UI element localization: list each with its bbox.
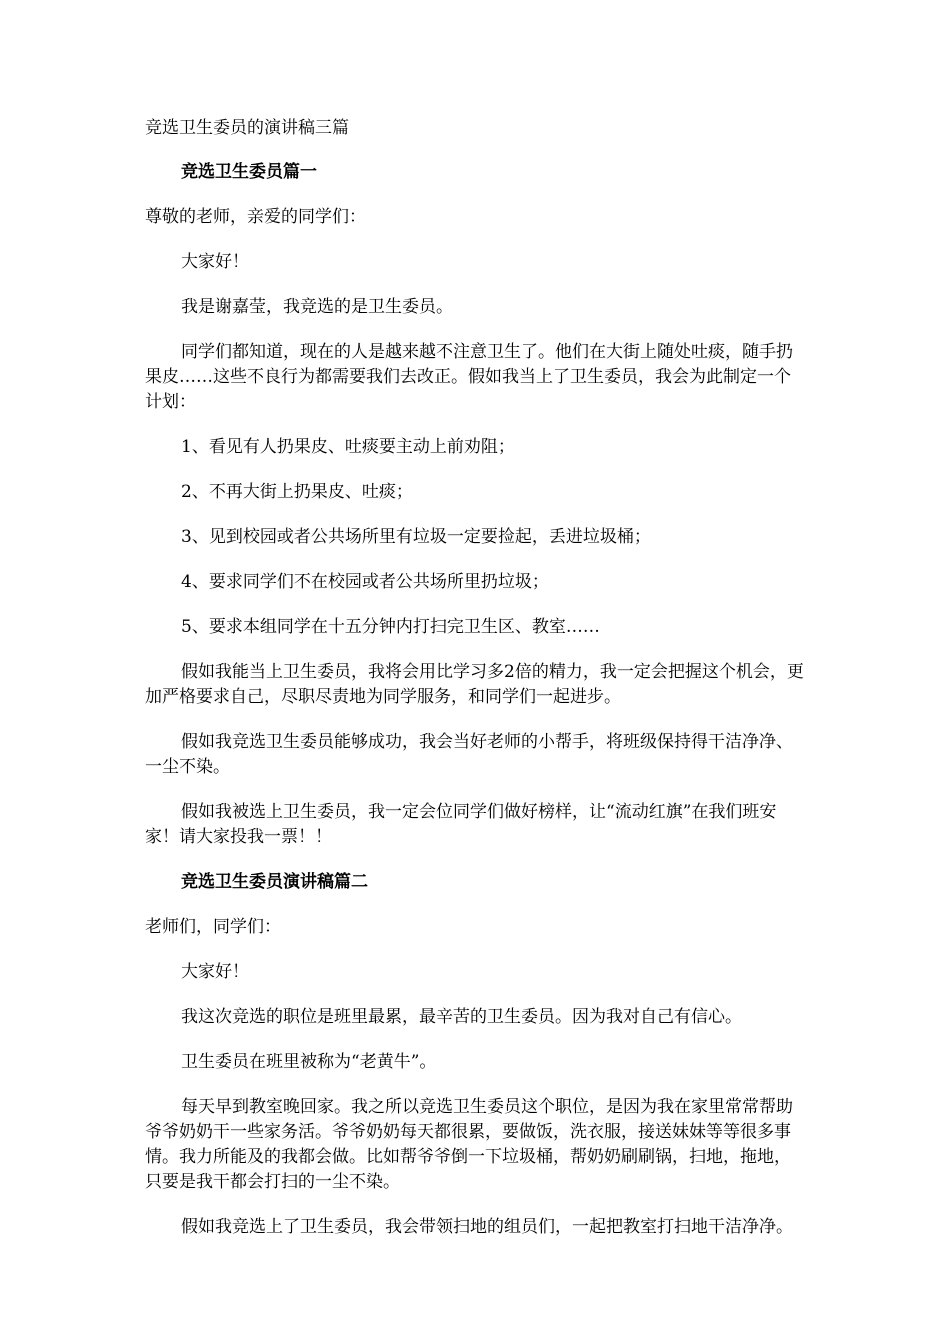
section1-paragraph: 假如我竞选卫生委员能够成功，我会当好老师的小帮手，将班级保持得干洁净净、一尘不染。 [145, 732, 793, 777]
plan-item: 3、见到校园或者公共场所里有垃圾一定要捡起，丢进垃圾桶； [181, 527, 651, 547]
section2-paragraph: 我这次竞选的职位是班里最累，最辛苦的卫生委员。因为我对自己有信心。 [181, 1007, 742, 1027]
section1-salutation: 尊敬的老师，亲爱的同学们： [145, 207, 366, 227]
document-body [145, 116, 807, 1260]
section2-paragraph: 卫生委员在班里被称为“老黄牛”。 [181, 1052, 437, 1072]
plan-item: 2、不再大街上扔果皮、吐痰； [181, 482, 413, 502]
plan-item: 5、要求本组同学在十五分钟内打扫完卫生区、教室…… [181, 617, 600, 637]
section2-paragraph: 每天早到教室晚回家。我之所以竞选卫生委员这个职位，是因为我在家里常常帮助爷爷奶奶干一些家务活。爷爷奶奶每天都很累，要做饭，洗衣服，接送妹妹等等很多事情。我力所能及的我都会做。比如帮爷爷倒一下垃圾桶，帮奶奶刷刷锅，扫地，拖地，只要是我干都会打扫的一尘不染。 [145, 1097, 793, 1192]
section1-paragraph: 同学们都知道，现在的人是越来越不注意卫生了。他们在大街上随处吐痰，随手扔果皮……这些不良行为都需要我们去改正。假如我当上了卫生委员，我会为此制定一个计划： [145, 342, 793, 412]
section2-salutation: 老师们，同学们： [145, 917, 281, 937]
section2-paragraph: 假如我竞选上了卫生委员，我会带领扫地的组员们，一起把教室打扫地干洁净净。 [181, 1217, 793, 1237]
section1-paragraph: 假如我能当上卫生委员，我将会用比学习多2倍的精力，我一定会把握这个机会，更加严格要求自己，尽职尽责地为同学服务，和同学们一起进步。 [145, 662, 804, 707]
section1-greeting: 大家好！ [181, 252, 249, 272]
section1-paragraph: 我是谢嘉莹，我竞选的是卫生委员。 [181, 297, 453, 317]
plan-item: 4、要求同学们不在校园或者公共场所里扔垃圾； [181, 572, 549, 592]
section1-paragraph: 假如我被选上卫生委员，我一定会位同学们做好榜样，让“流动红旗”在我们班安家！请大家投我一票！！ [145, 802, 777, 847]
section2-heading: 竞选卫生委员演讲稿篇二 [181, 872, 368, 892]
section1-heading: 竞选卫生委员篇一 [181, 162, 317, 182]
document-title: 竞选卫生委员的演讲稿三篇 [145, 118, 349, 138]
plan-item: 1、看见有人扔果皮、吐痰要主动上前劝阻； [181, 437, 515, 457]
section2-greeting: 大家好！ [181, 962, 249, 982]
